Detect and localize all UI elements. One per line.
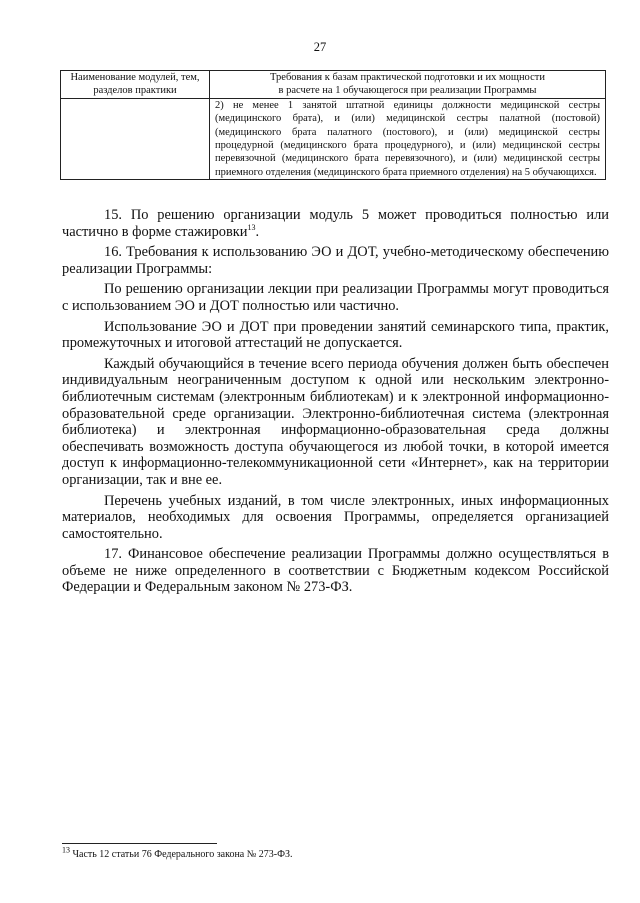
paragraph-16-publications: Перечень учебных изданий, в том числе электронных, иных информационных материалов, необходимых для освоения Программы, определяется организацией самостоятельно. [62, 492, 609, 542]
table-header-requirements-line2: в расчете на 1 обучающегося при реализации Программы [278, 85, 537, 97]
paragraph-16: 16. Требования к использованию ЭО и ДОТ, учебно-методическому обеспечению реализации Программы: [62, 244, 609, 277]
paragraph-15-end: . [255, 223, 260, 240]
requirements-table [60, 70, 606, 180]
table-header-requirements [210, 71, 606, 99]
table-header-requirements-line1: Требования к базам практической подготовки и их мощности [270, 72, 545, 83]
table-cell-requirements: 2) не менее 1 занятой штатной единицы должности медицинской сестры (медицинского брата), и (или) медицинской сестры палатной (постовой) (медицинского брата палатного (постового), и (или) медицинской сестры процедурной (медицинского брата процедурного), и (или) медицинской сестры перевязочной (медицинского брата перевязочного), и (или) медицинской сестры приемного отделения (медицинского брата приемного отделения) на 5 обучающихся. [210, 98, 606, 179]
footnote [62, 845, 609, 861]
table-header-modules: Наименование модулей, тем, разделов практики [61, 71, 210, 99]
footnote-mark: 13 [62, 845, 70, 855]
paragraph-16-library-access: Каждый обучающийся в течение всего периода обучения должен быть обеспечен индивидуальным неограниченным доступом к одной или нескольким электронно-библиотечным системам (электронным библиотекам) и к электронной информационно-образовательной среде организации. Электронно-библиотечная система (электронная библиотека) и электронная информационно-образовательная среда должны обеспечивать возможность доступа обучающегося из любой точки, в которой имеется доступ к информационно-телекоммуникационной сети «Интернет», как на территории организации, так и вне ее. [62, 355, 609, 488]
footnote-divider [62, 843, 217, 844]
paragraph-16-lectures: По решению организации лекции при реализации Программы могут проводиться с использованием ЭО и ДОТ полностью или частично. [62, 281, 609, 314]
paragraph-15 [62, 207, 609, 240]
page-number: 27 [313, 40, 327, 54]
paragraph-16-seminars: Использование ЭО и ДОТ при проведении занятий семинарского типа, практик, промежуточных и итоговой аттестаций не допускается. [62, 318, 609, 352]
paragraph-15-text: 15. По решению организации модуль 5 может проводиться полностью или частично в форме стажировки [62, 207, 609, 240]
table-header-row [61, 71, 606, 99]
paragraph-17: 17. Финансовое обеспечение реализации Программы должно осуществляться в объеме не ниже определенного в соответствии с Бюджетным кодексом Российской Федерации и Федеральным законом № 273-ФЗ. [62, 546, 609, 596]
footnote-reference: 13 [247, 222, 256, 232]
main-text [62, 207, 609, 600]
footnote-text: Часть 12 статьи 76 Федерального закона № 273-ФЗ. [70, 849, 293, 860]
table-cell-empty [61, 98, 210, 179]
table-row [61, 98, 606, 179]
